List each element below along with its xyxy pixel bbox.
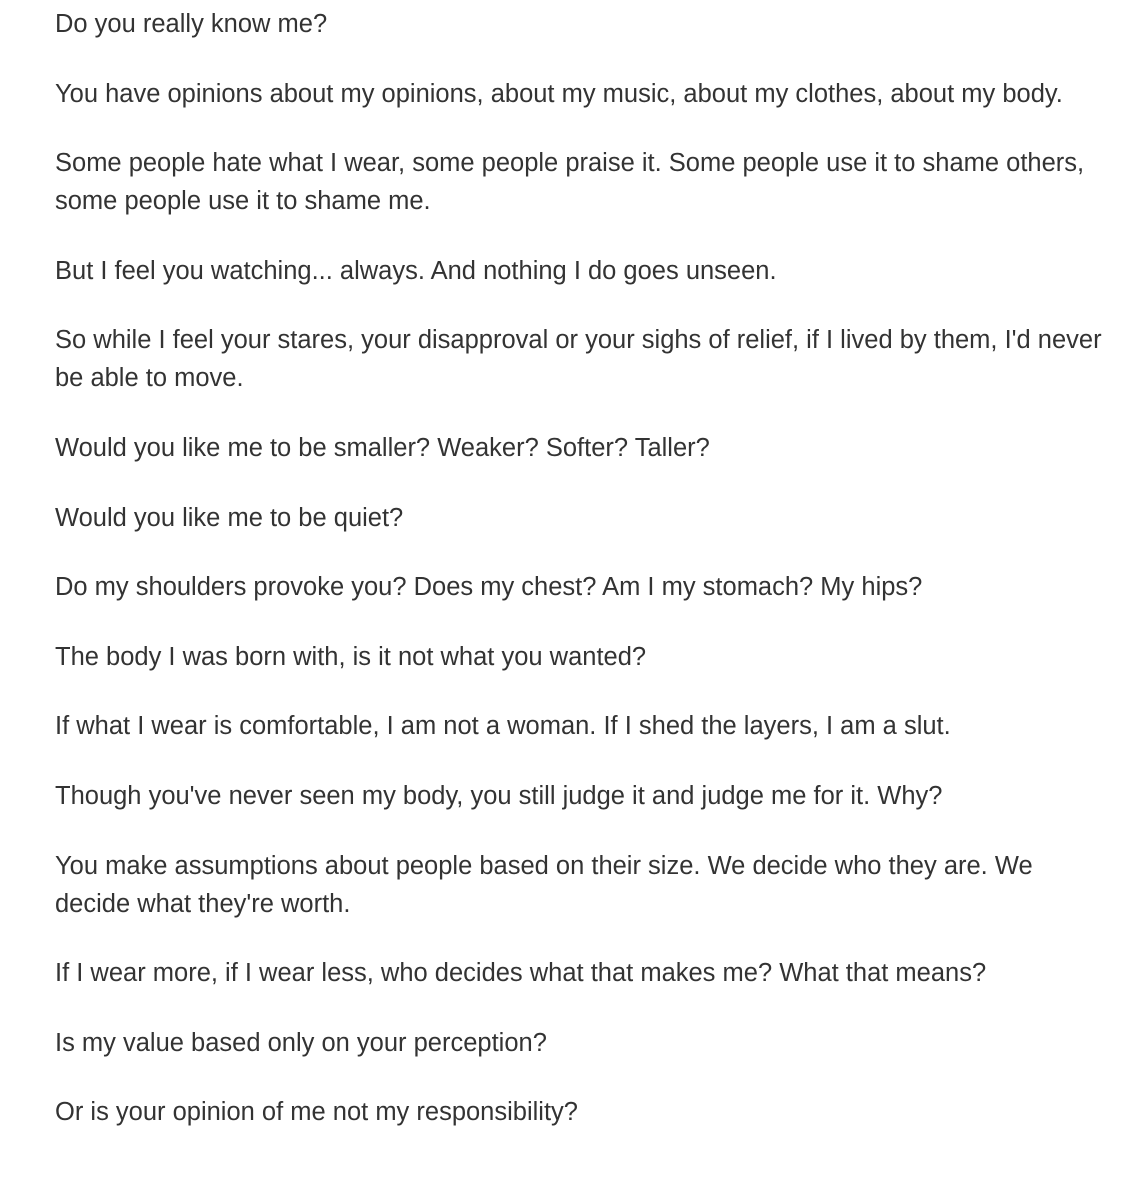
paragraph: Do you really know me? xyxy=(55,10,328,38)
paragraph: The body I was born with, is it not what you wanted? xyxy=(55,642,647,671)
paragraph: Some people hate what I wear, some people praise it. Some people use it to shame others, some people use it to shame me. xyxy=(55,149,1085,216)
paragraph: So while I feel your stares, your disapproval or your sighs of relief, if I lived by them, I'd never be able to move. xyxy=(55,326,1102,393)
article-body xyxy=(55,5,1105,1163)
paragraph: Or is your opinion of me not my responsibility? xyxy=(55,1098,578,1127)
paragraph: Would you like me to be smaller? Weaker? Softer? Taller? xyxy=(55,433,710,462)
paragraph: Would you like me to be quiet? xyxy=(55,503,404,532)
paragraph: But I feel you watching... always. And nothing I do goes unseen. xyxy=(55,256,777,285)
paragraph: Though you've never seen my body, you still judge it and judge me for it. Why? xyxy=(55,781,943,810)
paragraph: Do my shoulders provoke you? Does my chest? Am I my stomach? My hips? xyxy=(55,573,923,602)
paragraph: You have opinions about my opinions, about my music, about my clothes, about my body. xyxy=(55,79,1063,108)
paragraph: Is my value based only on your perception? xyxy=(55,1028,547,1057)
paragraph: If I wear more, if I wear less, who decides what that makes me? What that means? xyxy=(55,959,987,988)
paragraph: If what I wear is comfortable, I am not a woman. If I shed the layers, I am a slut. xyxy=(55,712,951,741)
paragraph: You make assumptions about people based on their size. We decide who they are. We decide what they're worth. xyxy=(55,851,1033,918)
